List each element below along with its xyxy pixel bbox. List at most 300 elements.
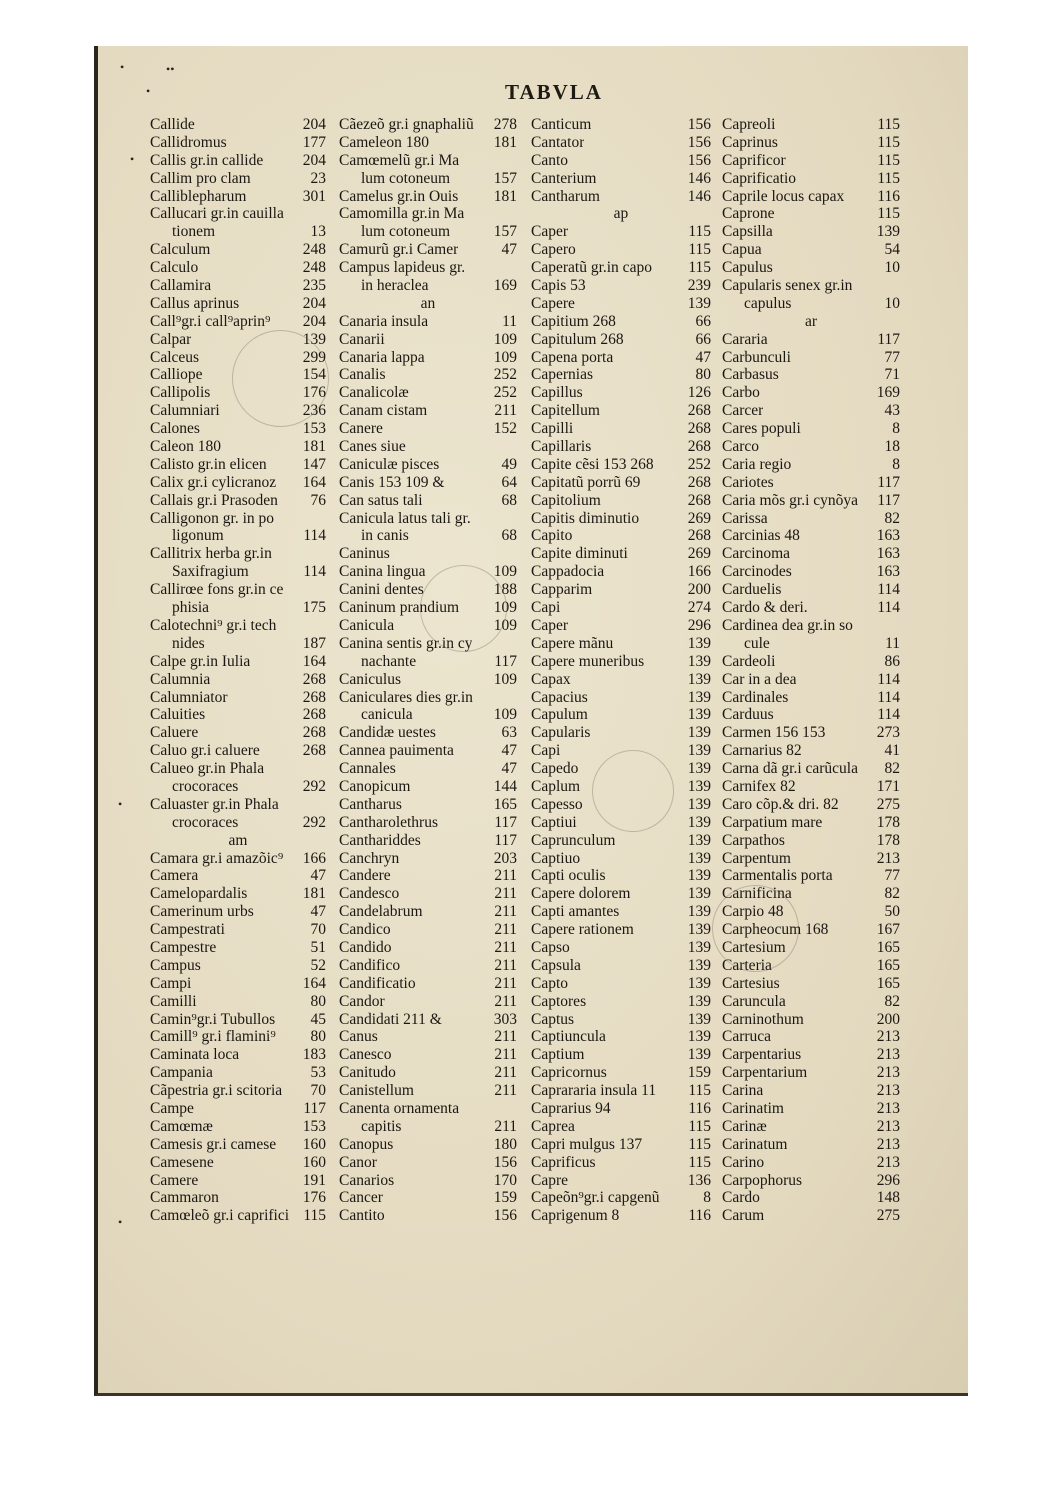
index-entry bbox=[150, 510, 326, 528]
entry-page-number: 176 bbox=[302, 384, 326, 402]
index-entry bbox=[531, 581, 711, 599]
entry-term: Canarios bbox=[339, 1171, 395, 1189]
entry-term: Camere bbox=[150, 1171, 199, 1189]
index-entry bbox=[339, 188, 517, 206]
entry-term: Callirœe fons gr.in ce bbox=[150, 581, 284, 599]
entry-page-number: 268 bbox=[302, 706, 326, 724]
entry-term: phisia bbox=[172, 599, 210, 617]
index-entry bbox=[531, 259, 711, 277]
index-entry bbox=[722, 510, 900, 528]
index-entry bbox=[531, 295, 711, 313]
entry-page-number: 268 bbox=[687, 438, 711, 456]
entry-term: cule bbox=[744, 634, 770, 652]
entry-page-number: 269 bbox=[687, 509, 711, 527]
entry-page-number: 117 bbox=[877, 491, 900, 509]
index-entry bbox=[339, 349, 517, 367]
index-entry bbox=[339, 134, 517, 152]
entry-page-number: 236 bbox=[302, 402, 326, 420]
entry-page-number: 70 bbox=[310, 921, 326, 939]
entry-page-number: 160 bbox=[302, 1153, 326, 1171]
index-entry bbox=[339, 796, 517, 814]
index-entry bbox=[339, 366, 517, 384]
entry-page-number: 126 bbox=[687, 384, 711, 402]
entry-page-number: 181 bbox=[493, 187, 517, 205]
index-entry bbox=[531, 313, 711, 331]
entry-page-number: 160 bbox=[302, 1135, 326, 1153]
entry-term: Carbo bbox=[722, 384, 760, 402]
margin-bullet: • bbox=[118, 797, 123, 811]
entry-page-number: 139 bbox=[687, 885, 711, 903]
entry-page-number: 116 bbox=[877, 187, 900, 205]
entry-page-number: 296 bbox=[876, 1171, 900, 1189]
index-entry bbox=[722, 527, 900, 545]
entry-term: Camilli bbox=[150, 992, 197, 1010]
entry-page-number: 187 bbox=[302, 634, 326, 652]
index-entry bbox=[722, 241, 900, 259]
entry-term: Carinæ bbox=[722, 1117, 767, 1135]
entry-term: Campania bbox=[150, 1064, 213, 1082]
entry-page-number: 80 bbox=[695, 366, 711, 384]
index-entry bbox=[339, 223, 517, 241]
index-section-letters bbox=[339, 295, 517, 313]
index-entry bbox=[531, 384, 711, 402]
entry-page-number: 274 bbox=[687, 599, 711, 617]
index-entry bbox=[339, 867, 517, 885]
index-entry bbox=[150, 581, 326, 599]
index-entry bbox=[339, 760, 517, 778]
entry-page-number: 200 bbox=[687, 581, 711, 599]
entry-term: Capparim bbox=[531, 581, 593, 599]
entry-term: Capillaris bbox=[531, 438, 592, 456]
entry-page-number: 296 bbox=[687, 616, 711, 634]
index-entry bbox=[150, 903, 326, 921]
entry-term: Camelopardalis bbox=[150, 885, 248, 903]
index-entry bbox=[150, 170, 326, 188]
entry-page-number: 252 bbox=[687, 455, 711, 473]
index-entry bbox=[722, 1118, 900, 1136]
entry-term: Canaria insula bbox=[339, 312, 429, 330]
entry-page-number: 148 bbox=[876, 1189, 900, 1207]
index-entry bbox=[722, 581, 900, 599]
index-entry bbox=[339, 921, 517, 939]
entry-term: Cardo & deri. bbox=[722, 599, 808, 617]
entry-page-number: 211 bbox=[494, 1082, 517, 1100]
index-entry bbox=[531, 689, 711, 707]
entry-term: Camerinum urbs bbox=[150, 903, 254, 921]
entry-term: Candico bbox=[339, 921, 391, 939]
entry-term: Caniculus bbox=[339, 670, 401, 688]
entry-term: in canis bbox=[361, 527, 409, 545]
entry-page-number: 163 bbox=[876, 527, 900, 545]
index-entry bbox=[339, 832, 517, 850]
entry-term: Capitatũ porrũ 69 bbox=[531, 473, 641, 491]
index-section-letters bbox=[150, 832, 326, 850]
entry-page-number: 116 bbox=[688, 1207, 711, 1225]
entry-page-number: 66 bbox=[695, 330, 711, 348]
entry-term: Capere dolorem bbox=[531, 885, 631, 903]
index-entry bbox=[531, 706, 711, 724]
entry-term: Callide bbox=[150, 116, 195, 133]
entry-term: Callais gr.i Prasoden bbox=[150, 491, 278, 509]
entry-page-number: 303 bbox=[493, 1010, 517, 1028]
index-entry bbox=[722, 563, 900, 581]
entry-term: Carina bbox=[722, 1082, 764, 1100]
entry-page-number: 268 bbox=[687, 491, 711, 509]
entry-term: Caruncula bbox=[722, 992, 786, 1010]
entry-term: Cameleon 180 bbox=[339, 133, 429, 151]
entry-page-number: 117 bbox=[494, 652, 517, 670]
index-entry bbox=[339, 939, 517, 957]
index-entry bbox=[531, 975, 711, 993]
entry-page-number: 211 bbox=[494, 956, 517, 974]
entry-term: Capitium 268 bbox=[531, 312, 616, 330]
entry-page-number: 117 bbox=[877, 330, 900, 348]
index-entry bbox=[531, 331, 711, 349]
entry-page-number: 114 bbox=[877, 670, 900, 688]
entry-page-number: 157 bbox=[493, 223, 517, 241]
entry-page-number: 269 bbox=[687, 545, 711, 563]
entry-term: Candificatio bbox=[339, 974, 416, 992]
index-entry bbox=[531, 724, 711, 742]
entry-page-number: 156 bbox=[687, 116, 711, 133]
entry-term: Capulus bbox=[722, 259, 773, 277]
entry-term: Canalicolæ bbox=[339, 384, 409, 402]
entry-term: Canticum bbox=[531, 116, 592, 133]
entry-page-number: 169 bbox=[493, 277, 517, 295]
index-entry bbox=[150, 1028, 326, 1046]
entry-term: ar bbox=[804, 312, 818, 330]
entry-term: Canterium bbox=[531, 169, 597, 187]
entry-page-number: 183 bbox=[302, 1046, 326, 1064]
entry-page-number: 268 bbox=[302, 724, 326, 742]
entry-term: Captiuo bbox=[531, 849, 581, 867]
entry-page-number: 211 bbox=[494, 938, 517, 956]
entry-term: Camara gr.i amazõic⁹ bbox=[150, 849, 284, 867]
entry-page-number: 117 bbox=[494, 831, 517, 849]
entry-page-number: 115 bbox=[877, 169, 900, 187]
index-entry bbox=[150, 867, 326, 885]
entry-page-number: 53 bbox=[310, 1064, 326, 1082]
entry-page-number: 163 bbox=[876, 545, 900, 563]
entry-term: Capti amantes bbox=[531, 903, 620, 921]
index-entry bbox=[150, 850, 326, 868]
index-entry bbox=[339, 384, 517, 402]
index-entry bbox=[722, 778, 900, 796]
index-entry bbox=[531, 1028, 711, 1046]
index-entry bbox=[531, 420, 711, 438]
entry-page-number: 139 bbox=[687, 688, 711, 706]
index-entry bbox=[531, 1154, 711, 1172]
entry-page-number: 204 bbox=[302, 294, 326, 312]
entry-term: Cares populi bbox=[722, 420, 801, 438]
entry-term: Carruca bbox=[722, 1028, 772, 1046]
index-entry bbox=[150, 1207, 326, 1225]
index-entry bbox=[722, 1172, 900, 1190]
index-entry bbox=[722, 814, 900, 832]
entry-page-number: 139 bbox=[687, 813, 711, 831]
entry-term: Camurũ gr.i Camer bbox=[339, 241, 459, 259]
entry-term: Cantator bbox=[531, 133, 585, 151]
entry-term: Capite diminuti bbox=[531, 545, 628, 563]
entry-term: Carissa bbox=[722, 509, 768, 527]
index-entry bbox=[531, 1207, 711, 1225]
entry-term: Candidati 211 & bbox=[339, 1010, 442, 1028]
index-entry bbox=[722, 259, 900, 277]
index-entry bbox=[531, 545, 711, 563]
index-entry bbox=[150, 223, 326, 241]
entry-term: Canini dentes bbox=[339, 581, 424, 599]
index-entry bbox=[339, 885, 517, 903]
entry-term: Carcinias 48 bbox=[722, 527, 800, 545]
entry-page-number: 169 bbox=[876, 384, 900, 402]
index-entry bbox=[339, 116, 517, 134]
entry-term: Carpentum bbox=[722, 849, 791, 867]
entry-term: Camesene bbox=[150, 1153, 214, 1171]
index-entry bbox=[722, 116, 900, 134]
entry-page-number: 49 bbox=[501, 455, 517, 473]
entry-term: Calliope bbox=[150, 366, 203, 384]
entry-page-number: 211 bbox=[494, 1064, 517, 1082]
entry-term: ap bbox=[613, 205, 629, 223]
index-entry bbox=[722, 599, 900, 617]
entry-term: Capite cẽsi 153 268 bbox=[531, 455, 654, 473]
index-entry bbox=[150, 1011, 326, 1029]
entry-term: Carcinoma bbox=[722, 545, 791, 563]
entry-page-number: 47 bbox=[695, 348, 711, 366]
entry-term: Capsula bbox=[531, 956, 581, 974]
entry-term: Canes siue bbox=[339, 438, 406, 456]
index-entry bbox=[150, 1046, 326, 1064]
entry-term: Carteria bbox=[722, 956, 772, 974]
index-entry bbox=[339, 957, 517, 975]
index-entry bbox=[150, 1082, 326, 1100]
ink-speck: • bbox=[120, 60, 125, 74]
entry-term: Capre bbox=[531, 1171, 569, 1189]
entry-term: Caleon 180 bbox=[150, 438, 222, 456]
entry-term: Caluaster gr.in Phala bbox=[150, 795, 279, 813]
entry-page-number: 139 bbox=[687, 634, 711, 652]
entry-term: Campe bbox=[150, 1099, 194, 1117]
index-entry bbox=[722, 689, 900, 707]
entry-term: Caluo gr.i caluere bbox=[150, 742, 260, 760]
entry-term: Canesco bbox=[339, 1046, 392, 1064]
entry-page-number: 71 bbox=[884, 366, 900, 384]
index-entry bbox=[150, 939, 326, 957]
entry-term: Carbunculi bbox=[722, 348, 791, 366]
index-entry bbox=[722, 492, 900, 510]
entry-term: Captus bbox=[531, 1010, 575, 1028]
index-entry bbox=[150, 313, 326, 331]
entry-page-number: 299 bbox=[302, 348, 326, 366]
index-entry bbox=[150, 796, 326, 814]
entry-page-number: 175 bbox=[302, 599, 326, 617]
library-stamp-watermark bbox=[420, 565, 507, 652]
entry-term: Carpatium mare bbox=[722, 813, 823, 831]
index-entry bbox=[531, 241, 711, 259]
entry-page-number: 139 bbox=[687, 294, 711, 312]
entry-term: Capere muneribus bbox=[531, 652, 645, 670]
index-section-letters bbox=[722, 313, 900, 331]
entry-term: Caniculæ pisces bbox=[339, 455, 440, 473]
index-entry bbox=[150, 152, 326, 170]
margin-bullet: • bbox=[118, 1215, 123, 1229]
entry-page-number: 47 bbox=[310, 867, 326, 885]
entry-term: Cãpestria gr.i scitoria bbox=[150, 1082, 283, 1100]
entry-page-number: 41 bbox=[884, 742, 900, 760]
entry-term: Caprone bbox=[722, 205, 775, 223]
entry-term: Capulum bbox=[531, 706, 588, 724]
entry-term: Cammaron bbox=[150, 1189, 219, 1207]
entry-page-number: 268 bbox=[687, 402, 711, 420]
index-entry bbox=[339, 706, 517, 724]
entry-page-number: 278 bbox=[493, 116, 517, 133]
page-header-title: TABVLA bbox=[505, 80, 603, 104]
entry-term: Caprararia insula 11 bbox=[531, 1082, 657, 1100]
entry-page-number: 156 bbox=[493, 1153, 517, 1171]
entry-page-number: 165 bbox=[876, 938, 900, 956]
index-entry bbox=[722, 796, 900, 814]
entry-page-number: 200 bbox=[876, 1010, 900, 1028]
index-entry bbox=[150, 885, 326, 903]
entry-term: Calueo gr.in Phala bbox=[150, 760, 265, 778]
index-entry bbox=[722, 277, 900, 295]
index-entry bbox=[722, 420, 900, 438]
entry-term: Canalis bbox=[339, 366, 386, 384]
entry-page-number: 213 bbox=[876, 1082, 900, 1100]
index-column-3 bbox=[531, 116, 711, 1225]
entry-term: Camin⁹gr.i Tubullos bbox=[150, 1010, 276, 1028]
entry-page-number: 70 bbox=[310, 1082, 326, 1100]
index-entry bbox=[339, 170, 517, 188]
entry-term: Calculo bbox=[150, 259, 199, 277]
entry-page-number: 252 bbox=[493, 366, 517, 384]
entry-term: Carinatum bbox=[722, 1135, 788, 1153]
entry-term: Cardinales bbox=[722, 688, 789, 706]
index-entry bbox=[339, 420, 517, 438]
index-entry bbox=[722, 152, 900, 170]
entry-page-number: 139 bbox=[687, 777, 711, 795]
entry-page-number: 153 bbox=[302, 420, 326, 438]
entry-term: Carpophorus bbox=[722, 1171, 803, 1189]
entry-page-number: 64 bbox=[501, 473, 517, 491]
entry-page-number: 139 bbox=[876, 223, 900, 241]
entry-page-number: 248 bbox=[302, 241, 326, 259]
index-entry bbox=[150, 706, 326, 724]
index-entry bbox=[150, 1189, 326, 1207]
entry-page-number: 115 bbox=[688, 241, 711, 259]
entry-page-number: 77 bbox=[884, 348, 900, 366]
entry-page-number: 268 bbox=[302, 688, 326, 706]
entry-page-number: 156 bbox=[687, 151, 711, 169]
entry-page-number: 139 bbox=[687, 903, 711, 921]
entry-term: Caminata loca bbox=[150, 1046, 240, 1064]
index-entry bbox=[722, 366, 900, 384]
entry-term: Capso bbox=[531, 938, 570, 956]
entry-term: Carnificina bbox=[722, 885, 792, 903]
entry-page-number: 164 bbox=[302, 473, 326, 491]
entry-term: Capedo bbox=[531, 760, 579, 778]
entry-term: Captores bbox=[531, 992, 587, 1010]
entry-page-number: 204 bbox=[302, 151, 326, 169]
entry-term: Callim pro clam bbox=[150, 169, 251, 187]
entry-term: Caprigenum 8 bbox=[531, 1207, 620, 1225]
index-entry bbox=[531, 885, 711, 903]
index-entry bbox=[150, 975, 326, 993]
entry-page-number: 163 bbox=[876, 563, 900, 581]
entry-page-number: 114 bbox=[877, 688, 900, 706]
ink-speck: •• bbox=[166, 62, 175, 76]
index-entry bbox=[150, 635, 326, 653]
entry-page-number: 47 bbox=[501, 742, 517, 760]
entry-term: Calumnia bbox=[150, 670, 211, 688]
entry-term: am bbox=[228, 831, 248, 849]
index-column-4 bbox=[722, 116, 900, 1225]
entry-page-number: 171 bbox=[876, 777, 900, 795]
index-section-letters bbox=[531, 205, 711, 223]
entry-term: Caprificus bbox=[531, 1153, 596, 1171]
entry-page-number: 165 bbox=[876, 974, 900, 992]
index-entry bbox=[722, 1064, 900, 1082]
entry-term: Captiui bbox=[531, 813, 577, 831]
entry-page-number: 292 bbox=[302, 813, 326, 831]
entry-term: crocoraces bbox=[172, 813, 239, 831]
index-entry bbox=[531, 993, 711, 1011]
entry-page-number: 181 bbox=[302, 885, 326, 903]
entry-page-number: 144 bbox=[493, 777, 517, 795]
entry-term: Capitolium bbox=[531, 491, 601, 509]
entry-term: Capere mãnu bbox=[531, 634, 614, 652]
index-entry bbox=[531, 653, 711, 671]
entry-page-number: 153 bbox=[302, 1117, 326, 1135]
entry-term: Callidromus bbox=[150, 133, 227, 151]
index-entry bbox=[150, 689, 326, 707]
entry-term: Calligonon gr. in po bbox=[150, 509, 274, 527]
index-column-1 bbox=[150, 116, 326, 1225]
entry-term: Capernias bbox=[531, 366, 593, 384]
entry-page-number: 8 bbox=[892, 420, 900, 438]
index-entry bbox=[531, 134, 711, 152]
index-entry bbox=[531, 903, 711, 921]
entry-term: Caluities bbox=[150, 706, 206, 724]
index-entry bbox=[531, 1082, 711, 1100]
entry-term: Camelus gr.in Ouis bbox=[339, 187, 459, 205]
entry-term: Canicula latus tali gr. bbox=[339, 509, 471, 527]
entry-page-number: 178 bbox=[876, 831, 900, 849]
index-entry bbox=[150, 724, 326, 742]
entry-page-number: 115 bbox=[688, 223, 711, 241]
entry-term: Caniculares dies gr.in bbox=[339, 688, 473, 706]
margin-bullet: • bbox=[130, 152, 135, 166]
entry-term: Cappadocia bbox=[531, 563, 605, 581]
entry-term: Caplum bbox=[531, 777, 581, 795]
entry-term: Carbasus bbox=[722, 366, 779, 384]
index-entry bbox=[150, 295, 326, 313]
entry-term: Captium bbox=[531, 1046, 585, 1064]
index-entry bbox=[150, 277, 326, 295]
entry-term: Canis 153 109 & bbox=[339, 473, 445, 491]
index-entry bbox=[150, 1136, 326, 1154]
index-entry bbox=[150, 492, 326, 510]
entry-page-number: 139 bbox=[687, 652, 711, 670]
entry-term: Cantharus bbox=[339, 795, 402, 813]
index-entry bbox=[531, 867, 711, 885]
entry-term: Carpathos bbox=[722, 831, 785, 849]
index-entry bbox=[722, 456, 900, 474]
entry-term: Caluere bbox=[150, 724, 199, 742]
entry-page-number: 213 bbox=[876, 1135, 900, 1153]
index-entry bbox=[150, 814, 326, 832]
index-entry bbox=[722, 1046, 900, 1064]
